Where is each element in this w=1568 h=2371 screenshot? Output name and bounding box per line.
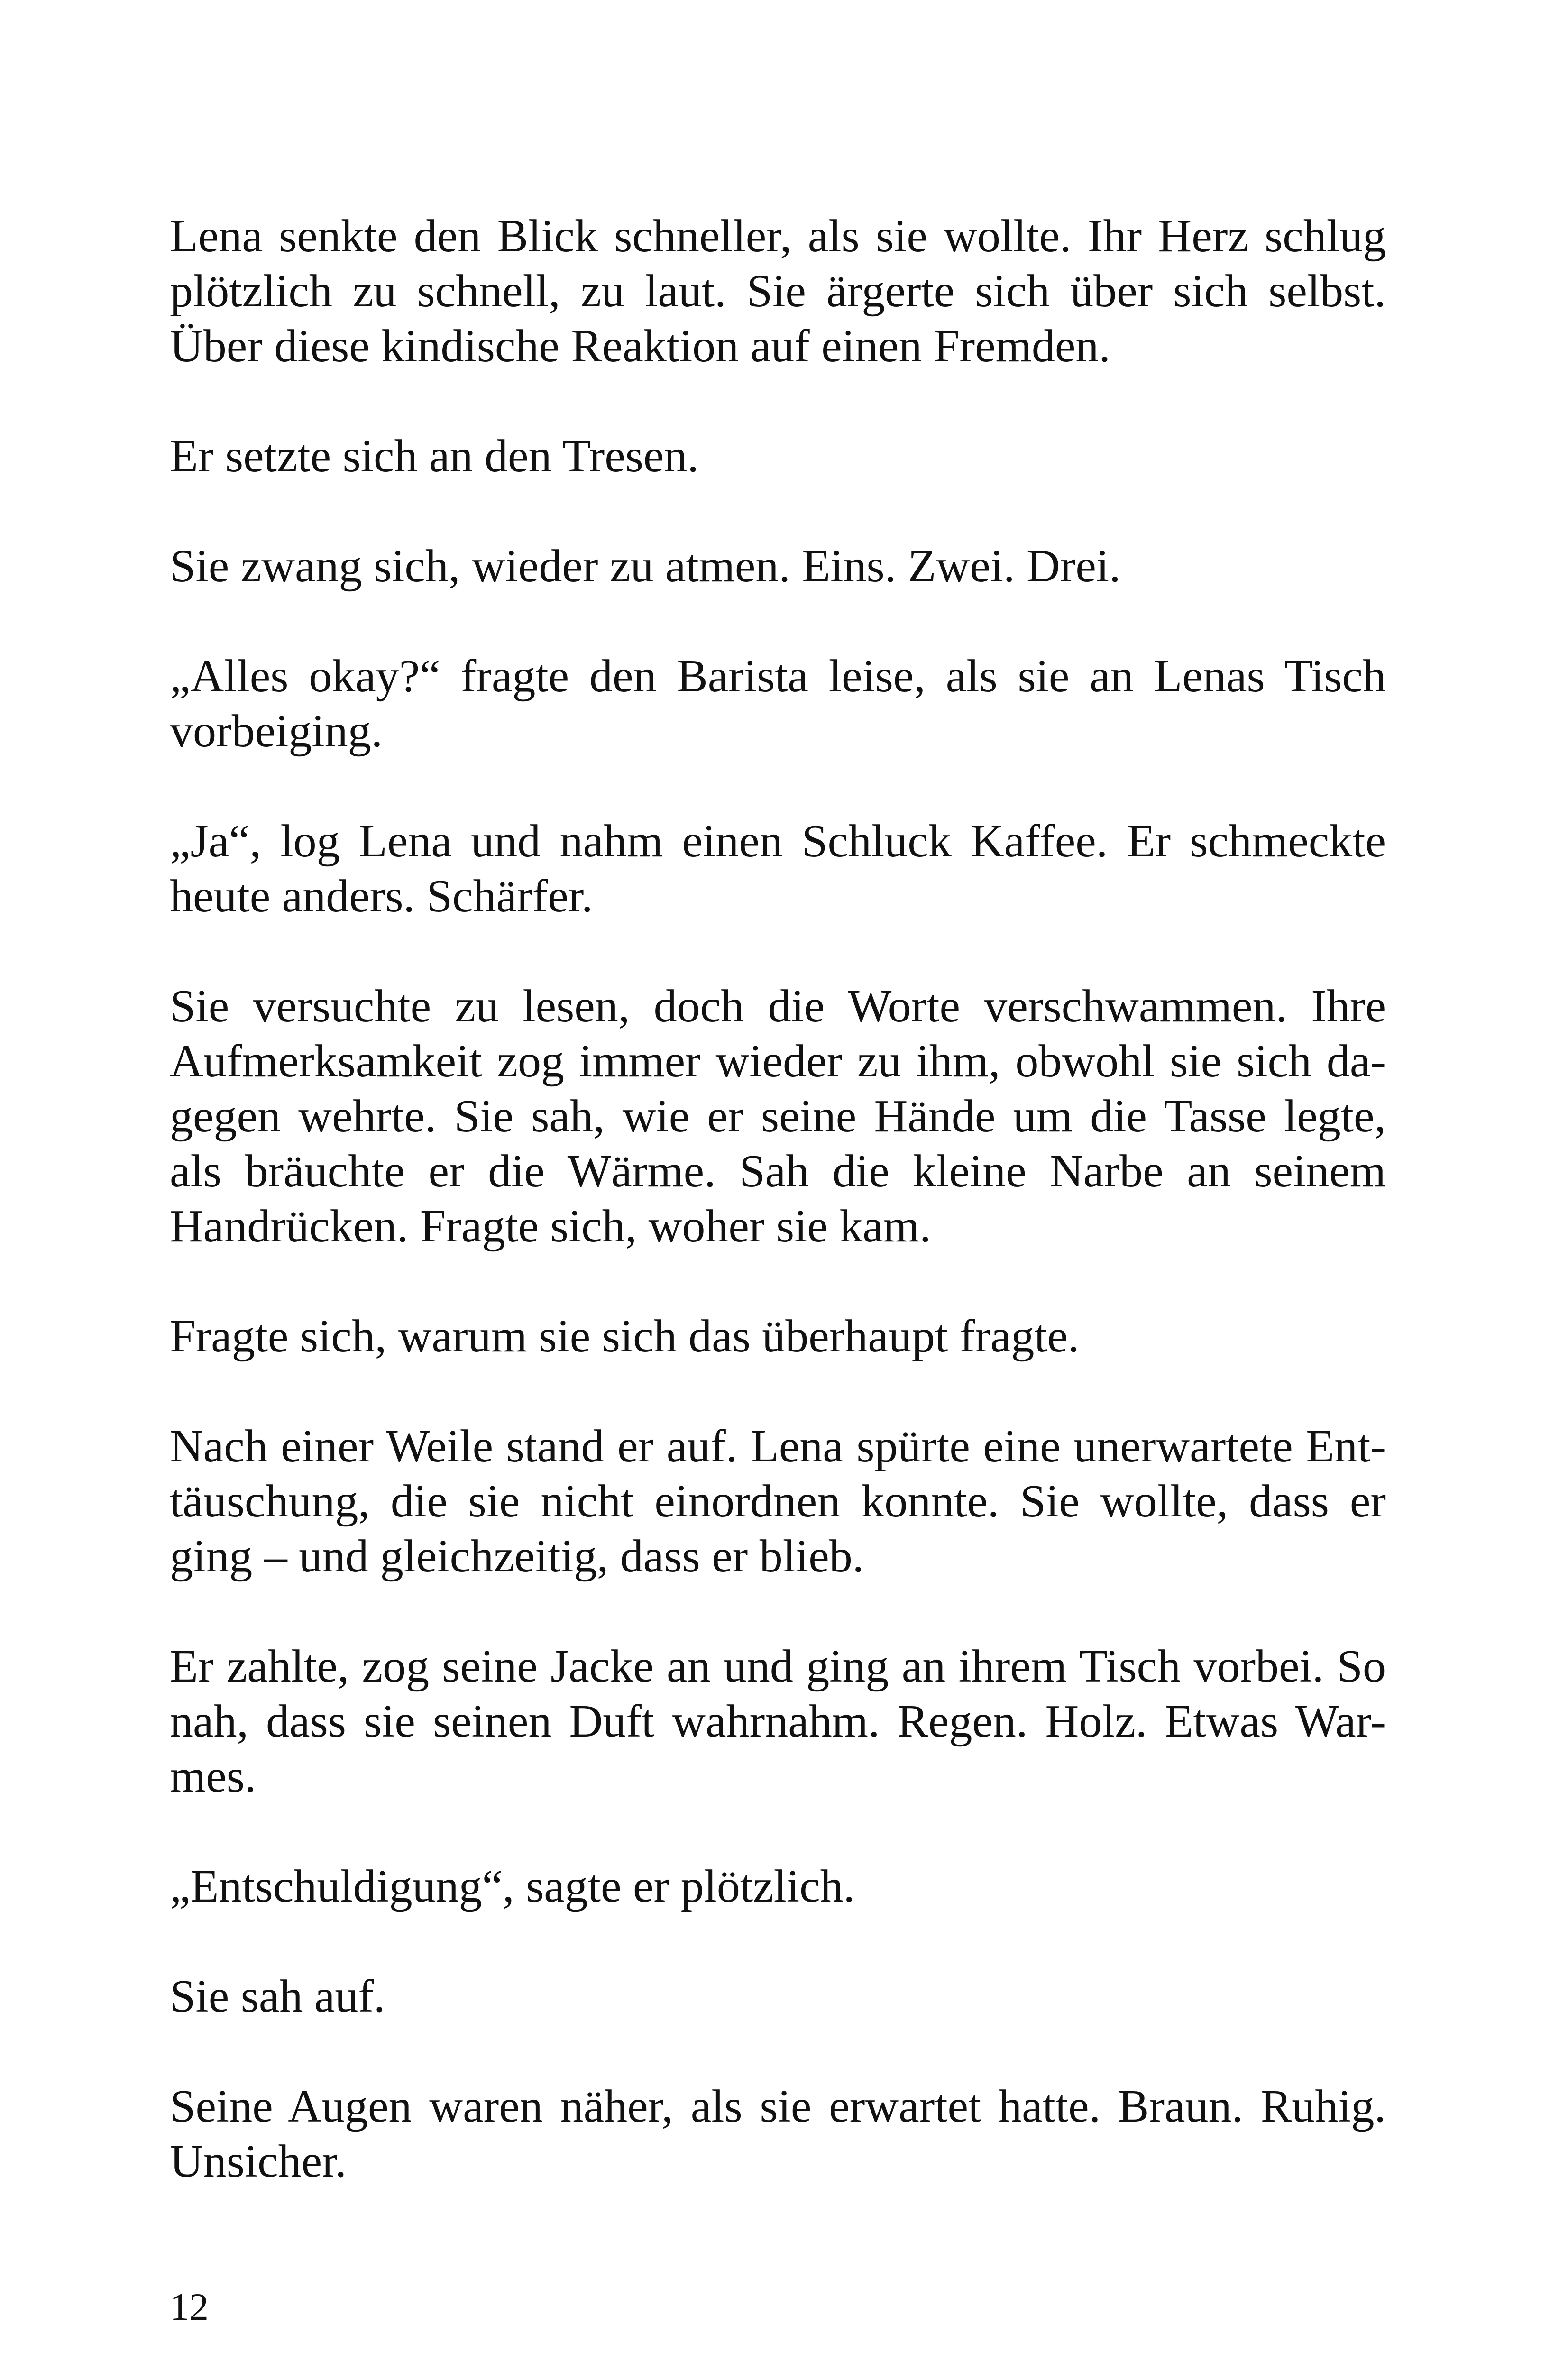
text-line: Nach einer Weile stand er auf. Lena spürte eine unerwartete Ent- bbox=[170, 1421, 1386, 1472]
paragraph bbox=[170, 979, 1386, 1254]
text-line: Sie sah auf. bbox=[170, 1971, 385, 2022]
text-line: Sie zwang sich, wieder zu atmen. Eins. Zwei. Drei. bbox=[170, 541, 1121, 592]
page-number: 12 bbox=[170, 2285, 209, 2328]
paragraph bbox=[170, 2079, 1386, 2189]
text-line: „Ja“, log Lena und nahm einen Schluck Kaffee. Er schmeckte bbox=[170, 816, 1386, 867]
text-line: täuschung, die sie nicht einordnen konnte. Sie wollte, dass er bbox=[170, 1476, 1386, 1527]
text-line: nah, dass sie seinen Duft wahrnahm. Regen. Holz. Etwas War- bbox=[170, 1696, 1386, 1747]
text-line: als bräuchte er die Wärme. Sah die kleine Narbe an seinem bbox=[170, 1146, 1386, 1197]
text-line: Er setzte sich an den Tresen. bbox=[170, 431, 699, 482]
paragraph bbox=[170, 1309, 1386, 1364]
text-line: Über diese kindische Reaktion auf einen Fremden. bbox=[170, 321, 1110, 372]
text-line: gegen wehrte. Sie sah, wie er seine Hände um die Tasse legte, bbox=[170, 1091, 1386, 1142]
text-line: heute anders. Schärfer. bbox=[170, 871, 593, 922]
paragraph bbox=[170, 1859, 1386, 1914]
text-line: Handrücken. Fragte sich, woher sie kam. bbox=[170, 1201, 931, 1252]
body-text bbox=[170, 209, 1386, 2244]
text-line: Aufmerksamkeit zog immer wieder zu ihm, obwohl sie sich da- bbox=[170, 1036, 1386, 1087]
paragraph bbox=[170, 429, 1386, 484]
paragraph bbox=[170, 649, 1386, 759]
paragraph bbox=[170, 209, 1386, 374]
text-line: plötzlich zu schnell, zu laut. Sie ärgerte sich über sich selbst. bbox=[170, 266, 1386, 317]
text-line: mes. bbox=[170, 1751, 257, 1802]
text-line: „Alles okay?“ fragte den Barista leise, als sie an Lenas Tisch bbox=[170, 651, 1386, 702]
text-line: Fragte sich, warum sie sich das überhaupt fragte. bbox=[170, 1311, 1080, 1362]
text-line: „Entschuldigung“, sagte er plötzlich. bbox=[170, 1861, 855, 1912]
paragraph bbox=[170, 1639, 1386, 1804]
paragraph bbox=[170, 1969, 1386, 2024]
text-line: Seine Augen waren näher, als sie erwartet hatte. Braun. Ruhig. bbox=[170, 2081, 1386, 2132]
text-line: Sie versuchte zu lesen, doch die Worte verschwammen. Ihre bbox=[170, 981, 1386, 1032]
text-line: Er zahlte, zog seine Jacke an und ging an ihrem Tisch vorbei. So bbox=[170, 1641, 1386, 1692]
text-line: Unsicher. bbox=[170, 2136, 347, 2187]
text-line: vorbeiging. bbox=[170, 706, 383, 757]
text-line: Lena senkte den Blick schneller, als sie wollte. Ihr Herz schlug bbox=[170, 211, 1386, 262]
text-line: ging – und gleichzeitig, dass er blieb. bbox=[170, 1531, 864, 1582]
paragraph bbox=[170, 1419, 1386, 1584]
paragraph bbox=[170, 539, 1386, 594]
paragraph bbox=[170, 814, 1386, 924]
